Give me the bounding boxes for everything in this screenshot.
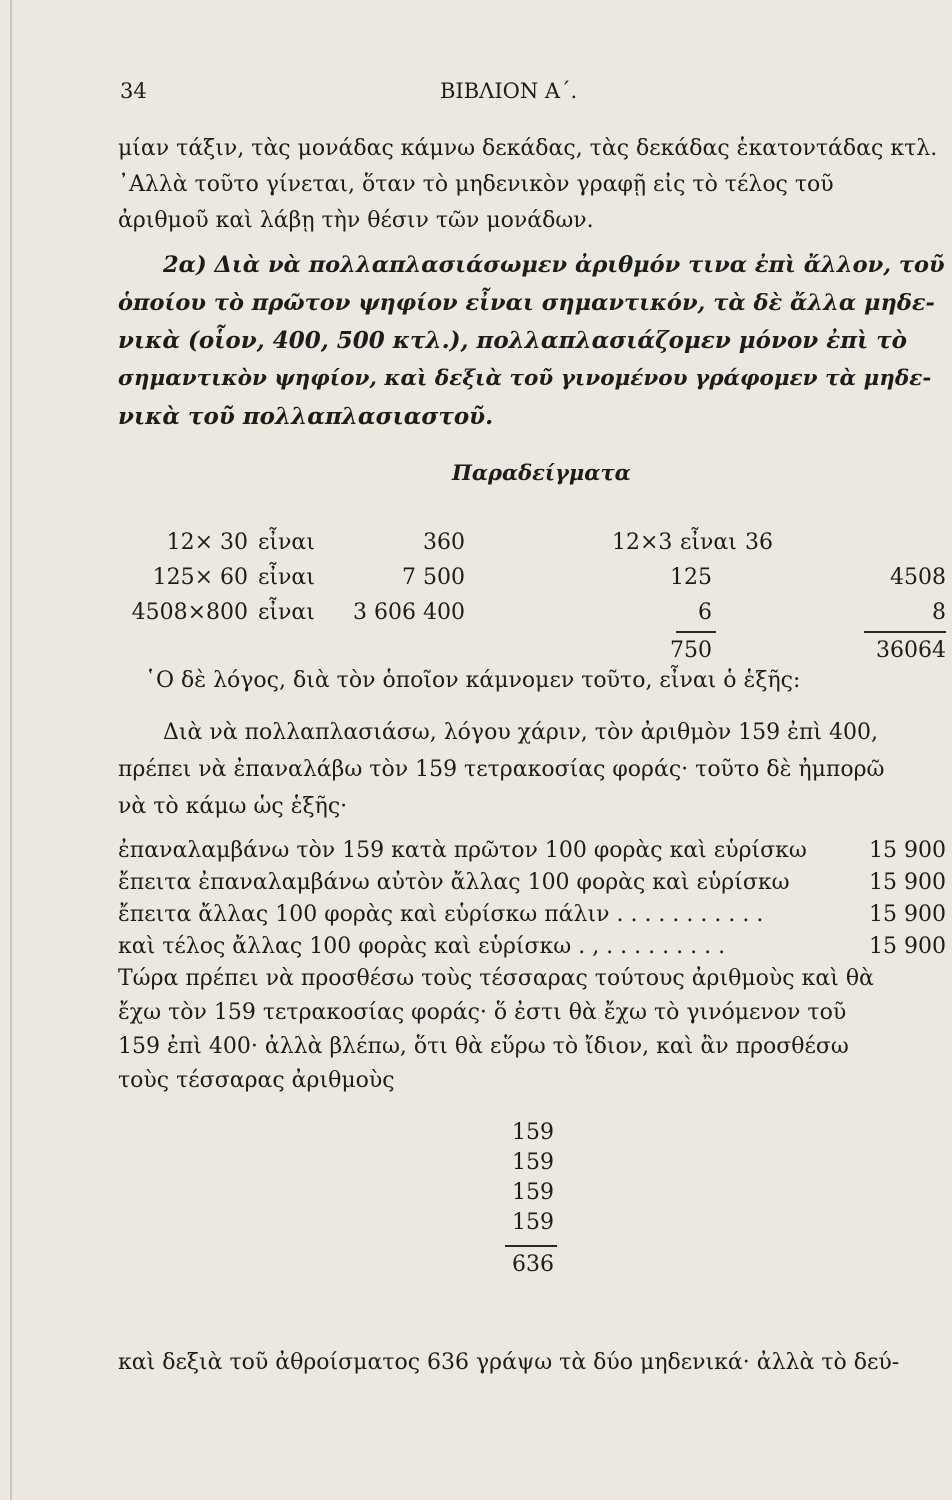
example-expression: 12×3 xyxy=(612,530,673,555)
example-expression: 12× 30 xyxy=(166,530,248,555)
text-line: ῾Ο δὲ λόγος, διὰ τὸν ὁποῖον κάμνομεν τοῦτο, εἶναι ὁ ἑξῆς: xyxy=(145,668,801,693)
multiplication-product: 750 xyxy=(670,638,712,663)
page-number: 34 xyxy=(120,79,147,103)
multiplication-operand: 125 xyxy=(670,565,712,590)
multiplication-rule xyxy=(864,631,946,633)
addend: 159 xyxy=(512,1120,554,1145)
example-verb: εἶναι xyxy=(258,565,315,590)
example-expression: 4508×800 xyxy=(131,600,248,625)
text-line: ἔχω τὸν 159 τετρακοσίας φοράς· ὅ ἐστι θὰ ἔχω τὸ γινόμενον τοῦ xyxy=(118,1000,847,1025)
text-line: ἀριθμοῦ καὶ λάβῃ τὴν θέσιν τῶν μονάδων. xyxy=(118,208,594,233)
step-text: ἔπειτα ἄλλας 100 φορὰς καὶ εὑρίσκω πάλιν . . . . . . . . . . . xyxy=(118,902,764,927)
multiplication-operand: 8 xyxy=(932,600,946,625)
example-result: 360 xyxy=(423,530,465,555)
running-title: ΒΙΒΛΙΟΝ Α΄. xyxy=(440,79,578,103)
step-value: 15 900 xyxy=(869,934,946,959)
example-verb: εἶναι xyxy=(258,530,315,555)
text-line: Τώρα πρέπει νὰ προσθέσω τοὺς τέσσαρας τούτους ἀριθμοὺς καὶ θὰ xyxy=(118,966,874,991)
rule-line: νικὰ τοῦ πολλαπλασιαστοῦ. xyxy=(118,403,494,430)
step-value: 15 900 xyxy=(869,838,946,863)
multiplication-operand: 4508 xyxy=(890,565,946,590)
text-line: τοὺς τέσσαρας ἀριθμοὺς xyxy=(118,1068,395,1093)
example-verb: εἶναι xyxy=(680,530,737,555)
rule-line: ὁποίου τὸ πρῶτον ψηφίον εἶναι σημαντικόν, τὰ δὲ ἄλλα μηδε- xyxy=(118,290,935,316)
step-text: ἔπειτα ἐπαναλαμβάνω αὐτὸν ἄλλας 100 φορὰς καὶ εὑρίσκω xyxy=(118,870,790,895)
example-expression: 125× 60 xyxy=(152,565,248,590)
step-value: 15 900 xyxy=(869,870,946,895)
text-line: Διὰ νὰ πολλαπλασιάσω, λόγου χάριν, τὸν ἀριθμὸν 159 ἐπὶ 400, xyxy=(163,720,878,745)
text-line: μίαν τάξιν, τὰς μονάδας κάμνω δεκάδας, τὰς δεκάδας ἑκατοντάδας κτλ. xyxy=(118,136,938,161)
multiplication-rule xyxy=(676,631,716,633)
text-line: νὰ τὸ κάμω ὡς ἑξῆς· xyxy=(118,794,348,819)
page-edge-shadow xyxy=(10,0,12,1500)
addend: 159 xyxy=(512,1180,554,1205)
step-value: 15 900 xyxy=(869,902,946,927)
rule-line: 2α) Διὰ νὰ πολλαπλασιάσωμεν ἀριθμόν τινα ἐπὶ ἄλλον, τοῦ xyxy=(163,252,945,278)
rule-line: σημαντικὸν ψηφίον, καὶ δεξιὰ τοῦ γινομένου γράφομεν τὰ μηδε- xyxy=(118,366,932,391)
step-text: ἐπαναλαμβάνω τὸν 159 κατὰ πρῶτον 100 φορὰς καὶ εὑρίσκω xyxy=(118,838,807,863)
example-verb: εἶναι xyxy=(258,600,315,625)
text-line: ᾿Αλλὰ τοῦτο γίνεται, ὅταν τὸ μηδενικὸν γραφῇ εἰς τὸ τέλος τοῦ xyxy=(118,172,834,197)
text-line: πρέπει νὰ ἐπαναλάβω τὸν 159 τετρακοσίας φοράς· τοῦτο δὲ ἠμπορῶ xyxy=(118,757,885,782)
multiplication-operand: 6 xyxy=(698,600,712,625)
addend: 159 xyxy=(512,1150,554,1175)
examples-title: Παραδείγματα xyxy=(452,460,631,485)
multiplication-product: 36064 xyxy=(876,638,946,663)
sum-rule xyxy=(505,1245,557,1247)
sum-total: 636 xyxy=(512,1252,554,1277)
addend: 159 xyxy=(512,1210,554,1235)
text-line: καὶ δεξιὰ τοῦ ἀθροίσματος 636 γράψω τὰ δύο μηδενικά· ἀλλὰ τὸ δεύ- xyxy=(118,1350,900,1375)
example-result: 36 xyxy=(745,530,773,555)
rule-line: νικὰ (οἷον, 400, 500 κτλ.), πολλαπλασιάζομεν μόνον ἐπὶ τὸ xyxy=(118,327,908,354)
example-result: 3 606 400 xyxy=(353,600,465,625)
step-text: καὶ τέλος ἄλλας 100 φορὰς καὶ εὑρίσκω . , . . . . . . . . . xyxy=(118,934,726,959)
text-line: 159 ἐπὶ 400· ἀλλὰ βλέπω, ὅτι θὰ εὕρω τὸ ἴδιον, καὶ ἂν προσθέσω xyxy=(118,1034,849,1059)
example-result: 7 500 xyxy=(402,565,465,590)
